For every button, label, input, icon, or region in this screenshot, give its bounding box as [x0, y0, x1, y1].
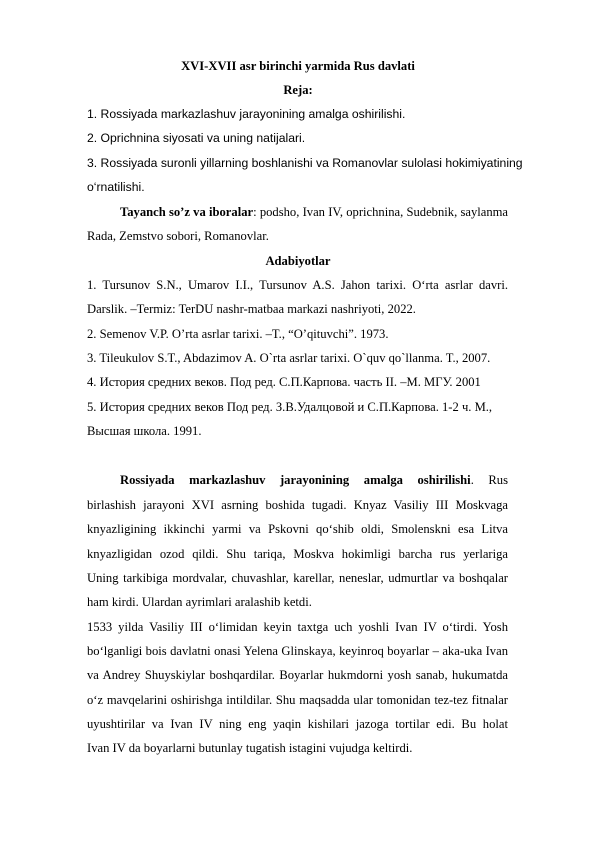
plan-item-continuation: o‘rnatilishi. — [87, 180, 145, 194]
literature-item: 4. История средних веков. Под ред. С.П.Карпова. часть II. –М. МГУ. 2001 — [87, 375, 481, 389]
literature-heading: Adabiyotlar — [265, 254, 331, 268]
keywords-line-2: Rada, Zemstvo sobori, Romanovlar. — [87, 229, 269, 243]
section1-line: knyazligidan ozod qildi. Shu tariqa, Moskva hokimligi barcha rus yerlariga — [87, 547, 508, 561]
plan-item: 1. Rossiyada markazlashuv jarayonining amalga oshirilishi. — [87, 107, 406, 121]
section1-para2-line: 1533 yilda Vasiliy III o‘limidan keyin taxtga uch yoshli Ivan IV o‘tirdi. Yosh — [87, 620, 508, 634]
section1-para2-line: va Andrey Shuyskiylar boshqardilar. Boyarlar hukmdorni yosh sanab, hukumatda — [87, 668, 508, 682]
keywords-line — [120, 204, 508, 220]
section1-line: ham kirdi. Ulardan ayrimlari aralashib ketdi. — [87, 595, 312, 609]
document-title: XVI-XVII asr birinchi yarmida Rus davlati — [181, 59, 415, 73]
keywords-label: Tayanch so’z va iboralar — [120, 205, 254, 219]
section1-line: knyazligining ikkinchi yarmi va Pskovni qo‘shib oldi, Smolenskni esa Litva — [87, 522, 508, 536]
section1-line: birlashish jarayoni XVI asrning boshida tugadi. Knyaz Vasiliy III Moskvaga — [87, 498, 508, 512]
section1-para2-line: o‘z mavqelarini oshirishga intildilar. Shu maqsadda ular tomonidan tez-tez fitnalar — [87, 693, 508, 707]
plan-item: 3. Rossiyada suronli yillarning boshlanishi va Romanovlar sulolasi hokimiyatining — [87, 156, 523, 170]
section1-line1-rest: . Rus — [470, 473, 508, 487]
literature-item: 5. История средних веков Под ред. З.В.Удалцовой и С.П.Карпова. 1-2 ч. М., — [87, 400, 493, 414]
section1-para2-line: Ivan IV da boyarlarni butunlay tugatish istagini vujudga keltirdi. — [87, 741, 413, 755]
literature-item: 2. Semenov V.P. O’rta asrlar tarixi. –T., “O’qituvchi”. 1973. — [87, 327, 389, 341]
section1-para2-line: bo‘lganligi bois davlatni onasi Yelena Glinskaya, keyinroq boyarlar – aka-uka Ivan — [87, 644, 508, 658]
literature-item: Darslik. –Termiz: TerDU nashr-matbaa markazi nashriyoti, 2022. — [87, 302, 416, 316]
plan-heading: Reja: — [283, 83, 313, 97]
literature-item: Высшая школа. 1991. — [87, 424, 202, 438]
section1-first-line — [120, 472, 508, 488]
plan-item: 2. Oprichnina siyosati va uning natijalari. — [87, 131, 306, 145]
section1-para2-line: uyushtirilar va Ivan IV ning eng yaqin kishilari jazoga tortilar edi. Bu holat — [87, 717, 508, 731]
literature-item: 1. Tursunov S.N., Umarov I.I., Tursunov A.S. Jahon tarixi. O‘rta asrlar davri. — [87, 278, 508, 292]
section1-heading: Rossiyada markazlashuv jarayonining amalga oshirilishi — [120, 473, 471, 487]
literature-item: 3. Tileukulov S.T., Abdazimov A. O`rta asrlar tarixi. O`quv qo`llanma. T., 2007. — [87, 351, 491, 365]
section1-line: Uning tarkibiga mordvalar, chuvashlar, karellar, neneslar, udmurtlar va boshqalar — [87, 571, 508, 585]
keywords-text: : podsho, Ivan IV, oprichnina, Sudebnik, saylanma — [253, 205, 508, 219]
